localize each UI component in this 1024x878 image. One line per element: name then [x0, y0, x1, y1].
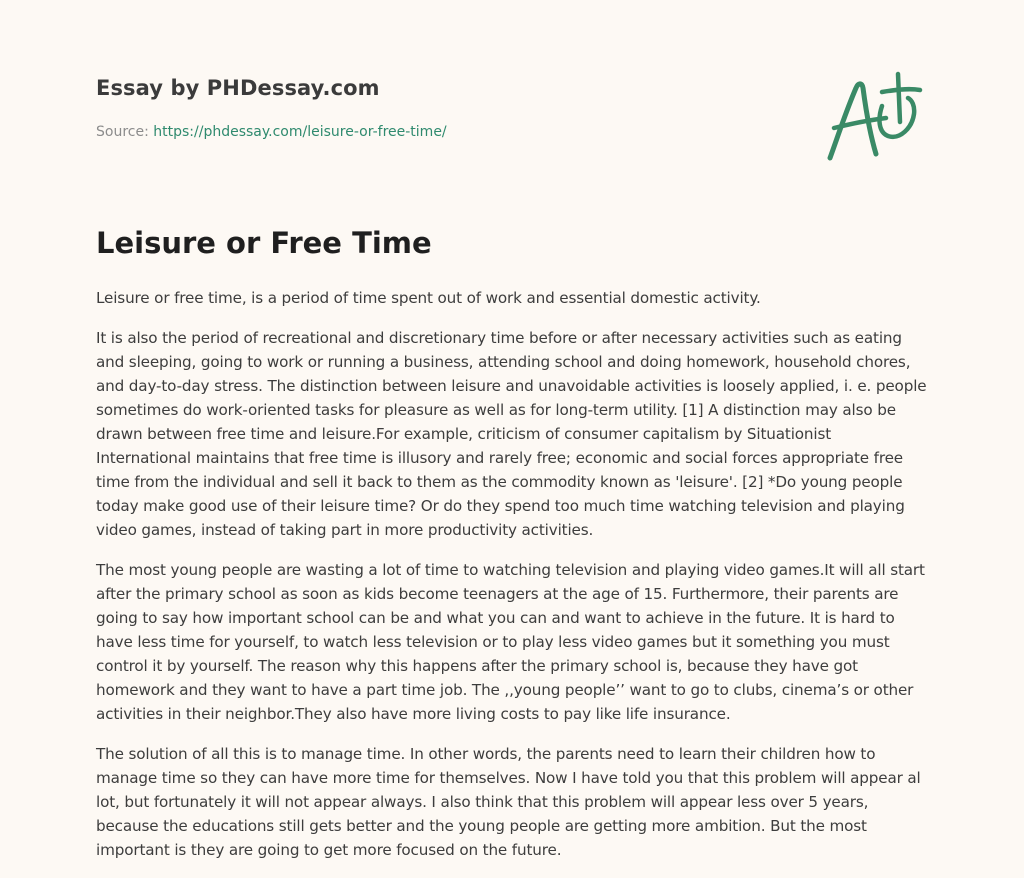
essay-body	[96, 286, 928, 878]
essay-paragraph: It is also the period of recreational and discretionary time before or after necessary activities such as eating and sleeping, going to work or running a business, attending school and doing homework, household chores, and day-to-day stress. The distinction between leisure and unavoidable activities is loosely applied, i. e. people sometimes do work-oriented tasks for pleasure as well as for long-term utility. [1] A distinction may also be drawn between free time and leisure.For example, criticism of consumer capitalism by Situationist International maintains that free time is illusory and rarely free; economic and social forces appropriate free time from the individual and sell it back to them as the commodity known as 'leisure'. [2] *Do young people today make good use of their leisure time? Or do they spend too much time watching television and playing video games, instead of taking part in more productivity activities.	[96, 329, 927, 539]
logo-plus-horizontal	[882, 89, 920, 92]
essay-paragraph: The solution of all this is to manage time. In other words, the parents need to learn their children how to manage time so they can have more time for themselves. Now I have told you that this problem will appear al lot, but fortunately it will not appear always. I also think that this problem will appear less over 5 years, because the educations still gets better and the young people are getting more ambition. But the most important is they are going to get more focused on the future.	[96, 745, 921, 859]
source-label: Source:	[96, 124, 149, 140]
a-plus-logo-icon	[820, 66, 930, 166]
logo-plus-vertical	[898, 74, 900, 122]
essay-paragraph: Leisure or free time, is a period of time spent out of work and essential domestic activity.	[96, 289, 761, 307]
essay-paragraph: The most young people are wasting a lot of time to watching television and playing video games.It will all start after the primary school as soon as kids become teenagers at the age of 15. Furthermore, their parents are going to say how important school can be and what you can and want to achieve in the future. It is hard to have less time for yourself, to watch less television or to play less video games but it something you must control it by yourself. The reason why this happens after the primary school is, because they have got homework and they want to have a part time job. The ,,young people’’ want to go to clubs, cinema’s or other activities in their neighbor.They also have more living costs to pay like life insurance.	[96, 561, 925, 723]
source-link[interactable]: https://phdessay.com/leisure-or-free-time/	[153, 124, 447, 140]
site-title: Essay by PHDessay.com	[96, 76, 380, 100]
source-line	[96, 124, 447, 140]
essay-title: Leisure or Free Time	[96, 226, 432, 260]
